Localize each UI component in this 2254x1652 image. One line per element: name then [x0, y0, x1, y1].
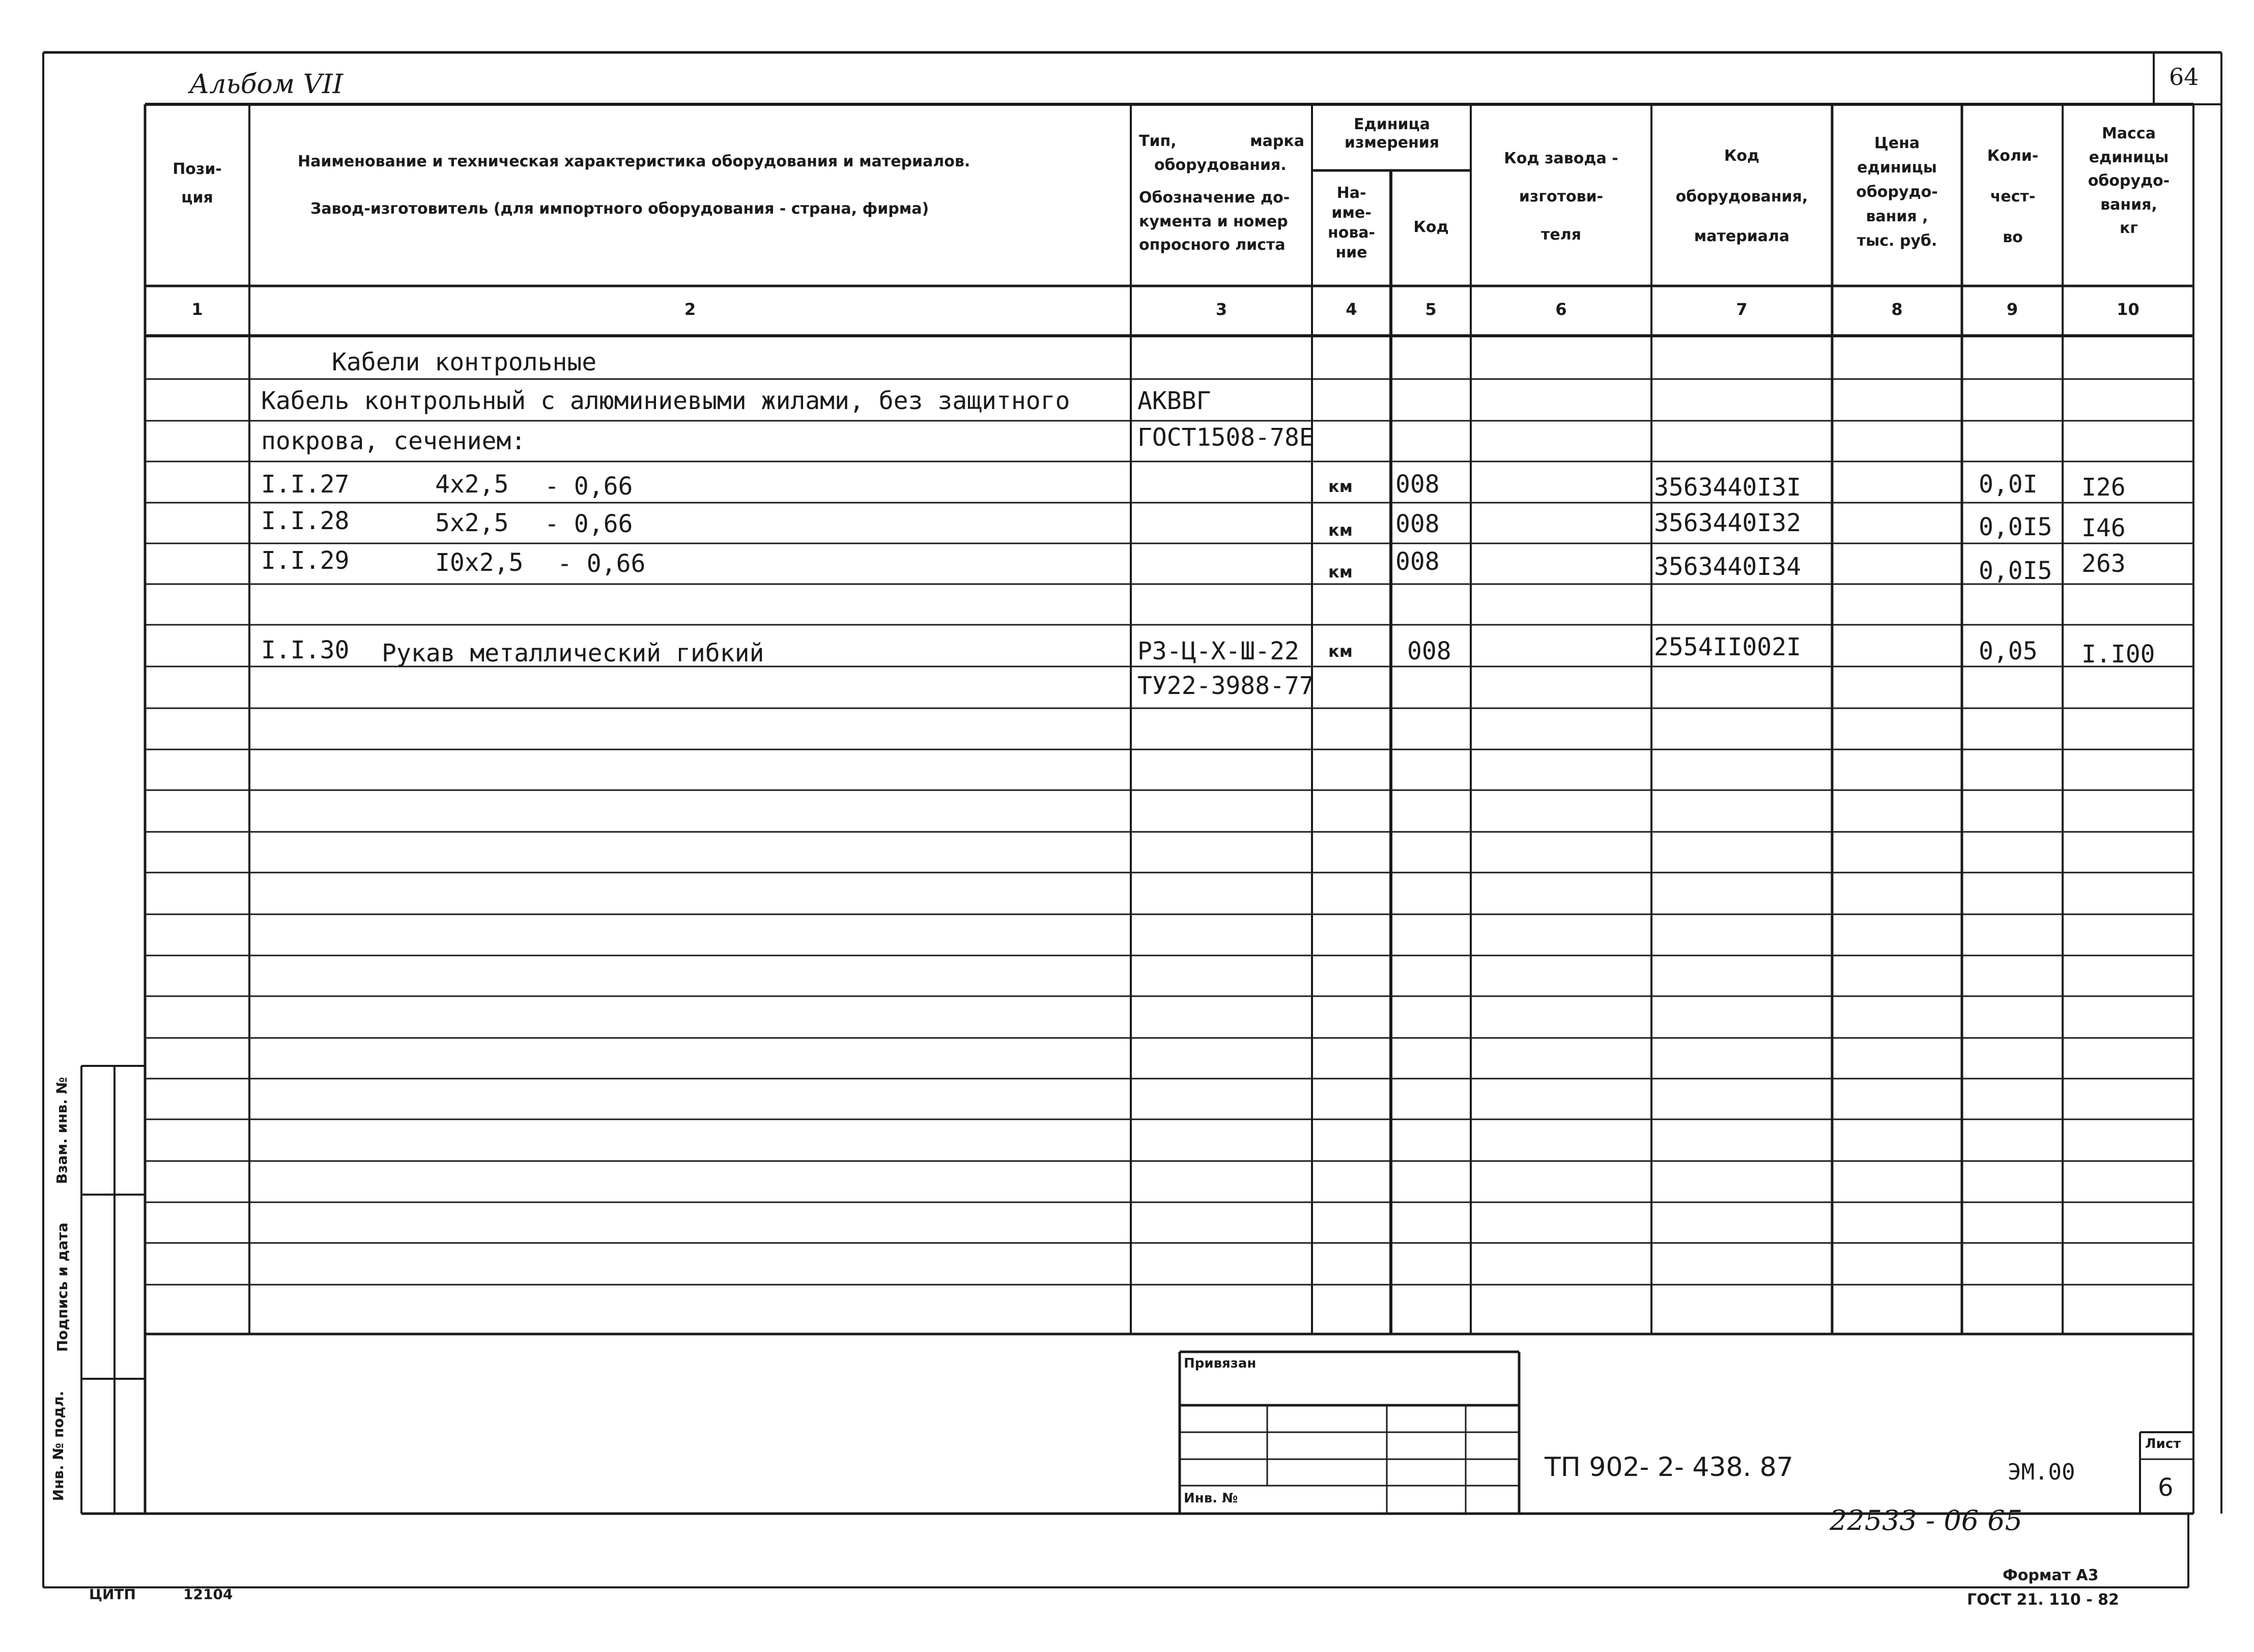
- column-number: 10: [2117, 300, 2139, 319]
- table-row-type: ТУ22-3988-77: [1137, 672, 1314, 700]
- table-row-mass: I26: [2081, 473, 2126, 502]
- side-label-signature-date: Подпись и дата: [54, 1222, 71, 1352]
- table-row-spec: 4x2,5: [435, 470, 509, 499]
- table-row-quantity: 0,05: [1979, 637, 2038, 665]
- table-row-quantity: 0,0I5: [1979, 513, 2052, 541]
- handwritten-number: 22533 - 06 65: [1830, 1504, 2022, 1537]
- stamp-attached-label: Привязан: [1184, 1356, 1257, 1371]
- table-row-mass: I.I00: [2081, 640, 2155, 669]
- table-row-unit: км: [1328, 477, 1353, 496]
- table-row-section-title: Кабели контрольные: [332, 348, 597, 376]
- drawing-mark: ЭМ.00: [2008, 1459, 2075, 1485]
- header-unit-group: Единица измерения: [1344, 115, 1440, 152]
- table-row-position: I.I.27: [261, 470, 350, 499]
- header-type: Тип, марка оборудования. Обозначение до- кумента и номер опросного листа: [1139, 132, 1304, 254]
- table-row-type: АКВВГ: [1137, 387, 1211, 415]
- table-row-unit-code: 008: [1395, 470, 1440, 499]
- column-number: 9: [2006, 300, 2018, 319]
- table-row-equipment-code: 3563440I3I: [1654, 473, 1801, 502]
- gost-label: ГОСТ 21. 110 - 82: [1967, 1591, 2119, 1609]
- sheet-label: Лист: [2145, 1436, 2181, 1452]
- header-unit-code: Код: [1413, 218, 1449, 236]
- table-row-unit: км: [1328, 562, 1353, 582]
- footer-org: ЦИТП: [89, 1586, 136, 1603]
- table-row-name: Кабель контрольный с алюминиевыми жилами, без защитного: [261, 387, 1070, 415]
- table-row-position: I.I.30: [261, 636, 350, 664]
- table-row-spec: 5x2,5: [435, 509, 509, 537]
- table-row-equipment-code: 3563440I32: [1654, 509, 1801, 537]
- table-row-voltage: - 0,66: [545, 510, 633, 538]
- table-row-mass: 263: [2081, 549, 2126, 578]
- table-row-type: Р3-Ц-Х-Ш-22: [1137, 637, 1299, 665]
- column-number: 5: [1425, 300, 1437, 319]
- header-unit-name: На- име- нова- ние: [1327, 184, 1376, 262]
- table-row-unit-code: 008: [1407, 637, 1451, 665]
- header-equipment-code: Код оборудования, материала: [1675, 147, 1808, 245]
- header-factory-code: Код завода - изготови- теля: [1504, 150, 1618, 244]
- table-row-quantity: 0,0I5: [1979, 557, 2052, 585]
- sheet-number: 6: [2158, 1473, 2174, 1502]
- document-code: ТП 902- 2- 438. 87: [1545, 1452, 1793, 1483]
- page-number: 64: [2169, 63, 2199, 91]
- format-label: Формат А3: [2003, 1567, 2099, 1584]
- table-row-unit: км: [1328, 642, 1353, 661]
- table-row-unit: км: [1328, 520, 1353, 540]
- column-number: 4: [1346, 300, 1357, 319]
- table-row-voltage: - 0,66: [557, 549, 646, 578]
- column-number: 7: [1736, 300, 1748, 319]
- table-row-equipment-code: 2554II002I: [1654, 633, 1801, 661]
- stamp-inv-label: Инв. №: [1184, 1491, 1238, 1506]
- table-row-equipment-code: 3563440I34: [1654, 553, 1801, 581]
- table-row-quantity: 0,0I: [1979, 470, 2038, 499]
- header-price: Цена единицы оборудо- вания , тыс. руб.: [1856, 134, 1938, 250]
- table-row-mass: I46: [2081, 514, 2126, 542]
- header-mass: Масса единицы оборудо- вания, кг: [2088, 125, 2170, 237]
- table-row-voltage: - 0,66: [545, 472, 633, 501]
- column-number: 2: [684, 300, 696, 319]
- table-row-unit-code: 008: [1395, 510, 1440, 538]
- side-label-original-inv: Инв. № подл.: [50, 1390, 67, 1501]
- table-row-position: I.I.28: [261, 507, 350, 535]
- table-row-type: ГОСТ1508-78Е: [1137, 423, 1314, 452]
- footer-number: 12104: [183, 1586, 233, 1603]
- table-row-unit-code: 008: [1395, 547, 1440, 576]
- side-label-replacement-inv: Взам. инв. №: [53, 1077, 70, 1184]
- column-number: 6: [1555, 300, 1567, 319]
- header-name-line2: Завод-изготовитель (для импортного оборудования - страна, фирма): [310, 200, 929, 218]
- column-number: 3: [1215, 300, 1228, 319]
- table-row-name: Рукав металлический гибкий: [382, 639, 764, 668]
- table-row-spec: I0x2,5: [435, 548, 524, 577]
- header-position: Пози- ция: [173, 160, 222, 207]
- table-row-position: I.I.29: [261, 546, 350, 575]
- header-quantity: Коли- чест- во: [1987, 147, 2039, 246]
- header-name-line1: Наименование и техническая характеристика оборудования и материалов.: [298, 153, 971, 170]
- table-row-name: покрова, сечением:: [261, 427, 526, 455]
- column-number: 1: [191, 300, 203, 319]
- album-label: Альбом VII: [189, 69, 344, 100]
- column-number: 8: [1891, 300, 1903, 319]
